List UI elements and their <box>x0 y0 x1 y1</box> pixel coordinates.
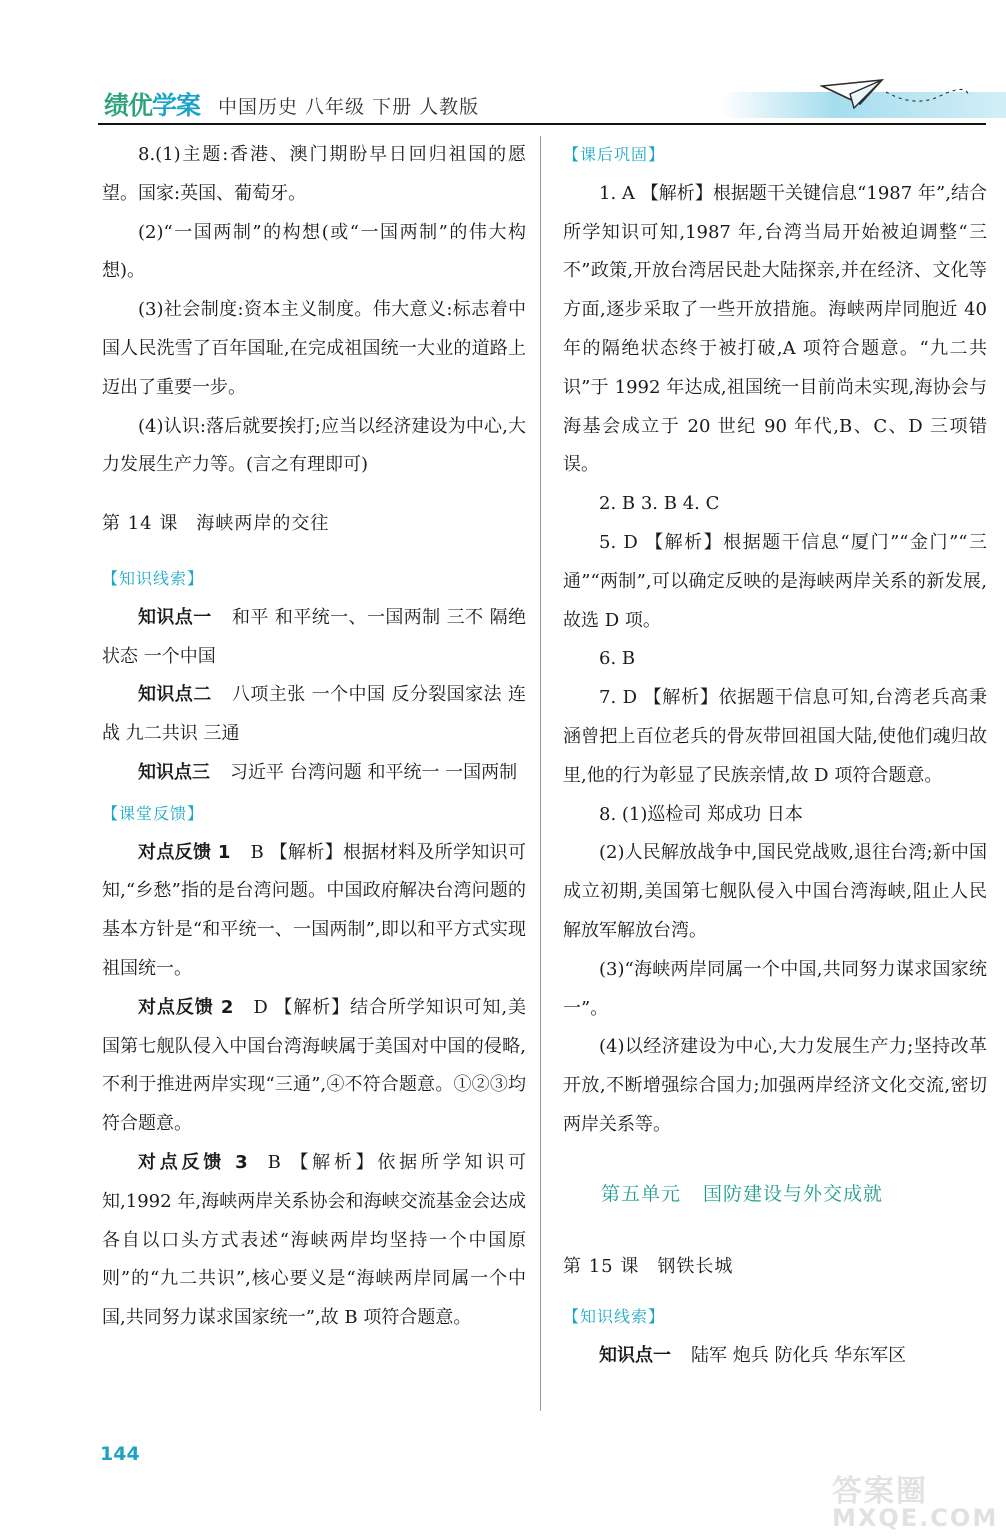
answer-8-2-right: (2)人民解放战争中,国民党战败,退往台湾;新中国成立初期,美国第七舰队侵入中国台湾海峡,阻止人民解放军解放台湾。 <box>563 842 987 941</box>
answer-8-1: 8.(1)主题:香港、澳门期盼早日回归祖国的愿望。国家:英国、葡萄牙。 <box>102 144 526 204</box>
answer-8-4-right: (4)以经济建设为中心,大力发展生产力;坚持改革开放,不断增强综合国力;加强两岸经济文化交流,密切两岸关系等。 <box>563 1036 987 1135</box>
answer-8-1-right: 8. (1)巡检司 郑成功 日本 <box>599 803 803 825</box>
column-divider <box>540 136 541 1411</box>
feedback-3: 对点反馈 3 B 【解析】依据所学知识可知,1992 年,海峡两岸关系协会和海峡交流基金会达成各自以口头方式表述“海峡两岸均坚持一个中国原则”的“九二共识”,核心要义是“海峡两岸同属一个中国,共同努力谋求国家统一”,故 B 项符合题意。 <box>102 1151 526 1329</box>
unit-5-title: 第五单元 国防建设与外交成就 <box>601 1182 884 1205</box>
answer-7: 7. D 【解析】依据题干信息可知,台湾老兵高秉涵曾把上百位老兵的骨灰带回祖国大陆,使他们魂归故里,他的行为彰显了民族亲情,故 D 项符合题意。 <box>563 687 987 786</box>
header-rule <box>98 123 986 125</box>
answer-8-3-right: (3)“海峡两岸同属一个中国,共同努力谋求国家统一”。 <box>563 958 987 1019</box>
answer-8-3: (3)社会制度:资本主义制度。伟大意义:标志着中国人民洗雪了百年国耻,在完成祖国统一大业的道路上迈出了重要一步。 <box>102 299 526 398</box>
watermark-logo: 答案圈 <box>832 1474 928 1509</box>
knowledge-point-1: 知识点一 和平 和平统一、一国两制 三不 隔绝状态 一个中国 <box>102 606 526 667</box>
section-tag-knowledge-right: 【知识线索】 <box>563 1307 666 1327</box>
answer-8-4: (4)认识:落后就要挨打;应当以经济建设为中心,大力发展生产力等。(言之有理即可) <box>102 415 526 476</box>
answer-2-4: 2. B 3. B 4. C <box>599 493 720 515</box>
answer-6: 6. B <box>599 648 636 670</box>
section-tag-knowledge: 【知识线索】 <box>102 568 205 588</box>
right-column <box>563 136 987 1376</box>
answer-5: 5. D 【解析】根据题干信息“厦门”“金门”“三通”“两制”,可以确定反映的是海峡两岸关系的新发展,故选 D 项。 <box>563 531 987 631</box>
watermark-url: MXQE.COM <box>832 1504 999 1532</box>
knowledge-point-3: 知识点三 习近平 台湾问题 和平统一 一国两制 <box>138 761 518 783</box>
knowledge-point-2: 知识点二 八项主张 一个中国 反分裂国家法 连战 九二共识 三通 <box>102 684 526 745</box>
answer-8-2: (2)“一国两制”的构想(或“一国两制”的伟大构想)。 <box>102 221 526 282</box>
watermark <box>832 1466 1002 1534</box>
lesson-15-title: 第 15 课 钢铁长城 <box>563 1255 734 1277</box>
left-column <box>102 136 526 1338</box>
section-tag-after-class: 【课后巩固】 <box>563 145 666 164</box>
paper-plane-icon <box>820 78 970 118</box>
feedback-1: 对点反馈 1 B 【解析】根据材料及所学知识可知,“乡愁”指的是台湾问题。中国政府解决台湾问题的基本方针是“和平统一、一国两制”,即以和平方式实现祖国统一。 <box>102 841 526 979</box>
brand-logo: 绩优学案 <box>104 91 201 120</box>
lesson-14-title: 第 14 课 海峡两岸的交往 <box>102 513 330 535</box>
feedback-2: 对点反馈 2 D 【解析】结合所学知识可知,美国第七舰队侵入中国台湾海峡属于美国对中国的侵略,不利于推进两岸实现“三通”,④不符合题意。①②③均符合题意。 <box>102 996 527 1135</box>
page-header <box>0 78 1006 126</box>
knowledge-point-1-right: 知识点一 陆军 炮兵 防化兵 华东军区 <box>599 1345 907 1367</box>
book-subtitle: 中国历史 八年级 下册 人教版 <box>218 96 480 118</box>
page-number: 144 <box>100 1443 140 1465</box>
section-tag-classroom: 【课堂反馈】 <box>102 803 205 823</box>
answer-1: 1. A 【解析】根据题干关键信息“1987 年”,结合所学知识可知,1987 年,台湾当局开始被迫调整“三不”政策,开放台湾居民赴大陆探亲,并在经济、文化等方面,逐步采取了一些开放措施。海峡两岸同胞近 40 年的隔绝状态终于被打破,A 项符合题意。“九二共识”于 1992 年达成,祖国统一目前尚未实现,海协会与海基会成立于 20 世纪 90 年代,B、C、D 三项错误。 <box>563 182 987 476</box>
